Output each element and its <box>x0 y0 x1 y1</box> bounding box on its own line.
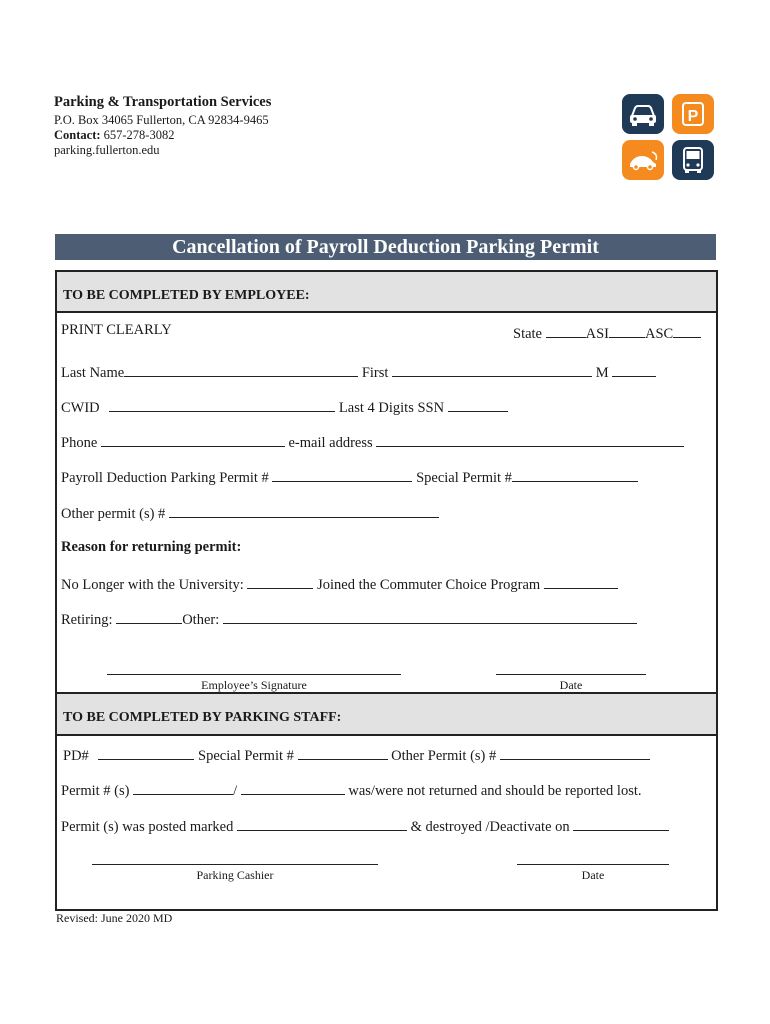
name-row <box>61 362 656 382</box>
permits-label: Permit # (s) <box>61 783 130 799</box>
organization-website: parking.fullerton.edu <box>54 143 160 157</box>
no-longer-label: No Longer with the University: <box>61 577 244 593</box>
svg-text:P: P <box>687 108 699 125</box>
email-label: e-mail address <box>288 435 373 451</box>
posted-label: Permit (s) was posted marked <box>61 819 234 835</box>
other-reason-field[interactable] <box>223 609 637 624</box>
cashier-caption: Parking Cashier <box>196 868 274 882</box>
organization-contact <box>54 128 174 143</box>
posted-field[interactable] <box>237 816 407 831</box>
posted-row <box>61 816 669 836</box>
ssn-label: Last 4 Digits SSN <box>338 400 445 416</box>
staff-other-permit-label: Other Permit (s) # <box>391 748 497 764</box>
last-name-label: Last Name <box>61 365 125 381</box>
special-permit-field[interactable] <box>512 467 638 482</box>
permits-field-2[interactable] <box>241 780 345 795</box>
phone-field[interactable] <box>101 432 285 447</box>
other-permit-label: Other permit (s) # <box>61 506 166 522</box>
phone-label: Phone <box>61 435 98 451</box>
staff-special-permit-field[interactable] <box>298 745 388 760</box>
retiring-field[interactable] <box>116 609 182 624</box>
organization-name: Parking & Transportation Services <box>54 94 272 110</box>
state-field[interactable] <box>546 323 586 338</box>
staff-section-heading: TO BE COMPLETED BY PARKING STAFF: <box>57 694 716 736</box>
cwid-label: CWID <box>61 400 100 416</box>
deactivate-date-field[interactable] <box>573 816 669 831</box>
commuter-label: Joined the Commuter Choice Program <box>317 577 541 593</box>
organization-address: P.O. Box 34065 Fullerton, CA 92834-9465 <box>54 113 269 127</box>
permits-lost-row <box>61 780 642 800</box>
other-permit-row <box>61 503 439 523</box>
bus-icon <box>672 140 714 180</box>
employee-signature-line[interactable] <box>107 674 401 675</box>
pd-field[interactable] <box>98 745 194 760</box>
state-asi-asc-row <box>513 323 701 343</box>
middle-initial-field[interactable] <box>612 362 656 377</box>
staff-other-permit-field[interactable] <box>500 745 650 760</box>
staff-date-line[interactable] <box>517 864 669 865</box>
commuter-field[interactable] <box>544 574 618 589</box>
asi-field[interactable] <box>609 323 645 338</box>
asc-label: ASC <box>645 326 674 342</box>
print-clearly-label: PRINT CLEARLY <box>61 322 172 338</box>
employee-date-line[interactable] <box>496 674 646 675</box>
first-name-field[interactable] <box>392 362 592 377</box>
staff-date-caption: Date <box>581 868 605 882</box>
not-returned-label: was/were not returned and should be reported lost. <box>348 783 642 799</box>
pd-row <box>63 745 650 765</box>
employee-date-caption: Date <box>559 678 583 692</box>
asi-label: ASI <box>585 326 609 342</box>
asc-field[interactable] <box>673 323 701 338</box>
form-title: Cancellation of Payroll Deduction Parking Permit <box>55 234 716 260</box>
cashier-signature-line[interactable] <box>92 864 378 865</box>
reason-heading: Reason for returning permit: <box>61 539 242 555</box>
employee-signature-caption: Employee’s Signature <box>201 678 307 692</box>
first-name-label: First <box>361 365 389 381</box>
email-field[interactable] <box>376 432 684 447</box>
permits-slash: / <box>233 783 238 799</box>
electric-car-icon <box>622 140 664 180</box>
cwid-row <box>61 397 508 417</box>
employee-section <box>55 270 718 710</box>
parking-p-icon <box>672 94 714 134</box>
other-reason-label: Other: <box>182 612 220 628</box>
payroll-permit-label: Payroll Deduction Parking Permit # <box>61 470 269 486</box>
permits-field-1[interactable] <box>133 780 233 795</box>
ssn-field[interactable] <box>448 397 508 412</box>
state-label: State <box>513 326 542 342</box>
revision-note: Revised: June 2020 MD <box>56 911 173 925</box>
employee-section-heading: TO BE COMPLETED BY EMPLOYEE: <box>57 272 716 313</box>
car-icon <box>622 94 664 134</box>
service-icons <box>622 94 716 180</box>
reason-row-1 <box>61 574 618 594</box>
last-name-field[interactable] <box>124 362 358 377</box>
retiring-label: Retiring: <box>61 612 113 628</box>
special-permit-label: Special Permit # <box>416 470 512 486</box>
reason-row-2 <box>61 609 637 629</box>
payroll-permit-row <box>61 467 638 487</box>
cwid-field[interactable] <box>109 397 335 412</box>
contact-label: Contact: <box>54 128 101 142</box>
middle-initial-label: M <box>595 365 609 381</box>
pd-label: PD# <box>63 748 89 764</box>
no-longer-field[interactable] <box>247 574 313 589</box>
destroyed-label: & destroyed /Deactivate on <box>410 819 570 835</box>
payroll-permit-field[interactable] <box>272 467 412 482</box>
phone-row <box>61 432 684 452</box>
contact-phone: 657-278-3082 <box>103 128 175 142</box>
staff-section <box>55 692 718 911</box>
staff-special-permit-label: Special Permit # <box>198 748 294 764</box>
other-permit-field[interactable] <box>169 503 439 518</box>
